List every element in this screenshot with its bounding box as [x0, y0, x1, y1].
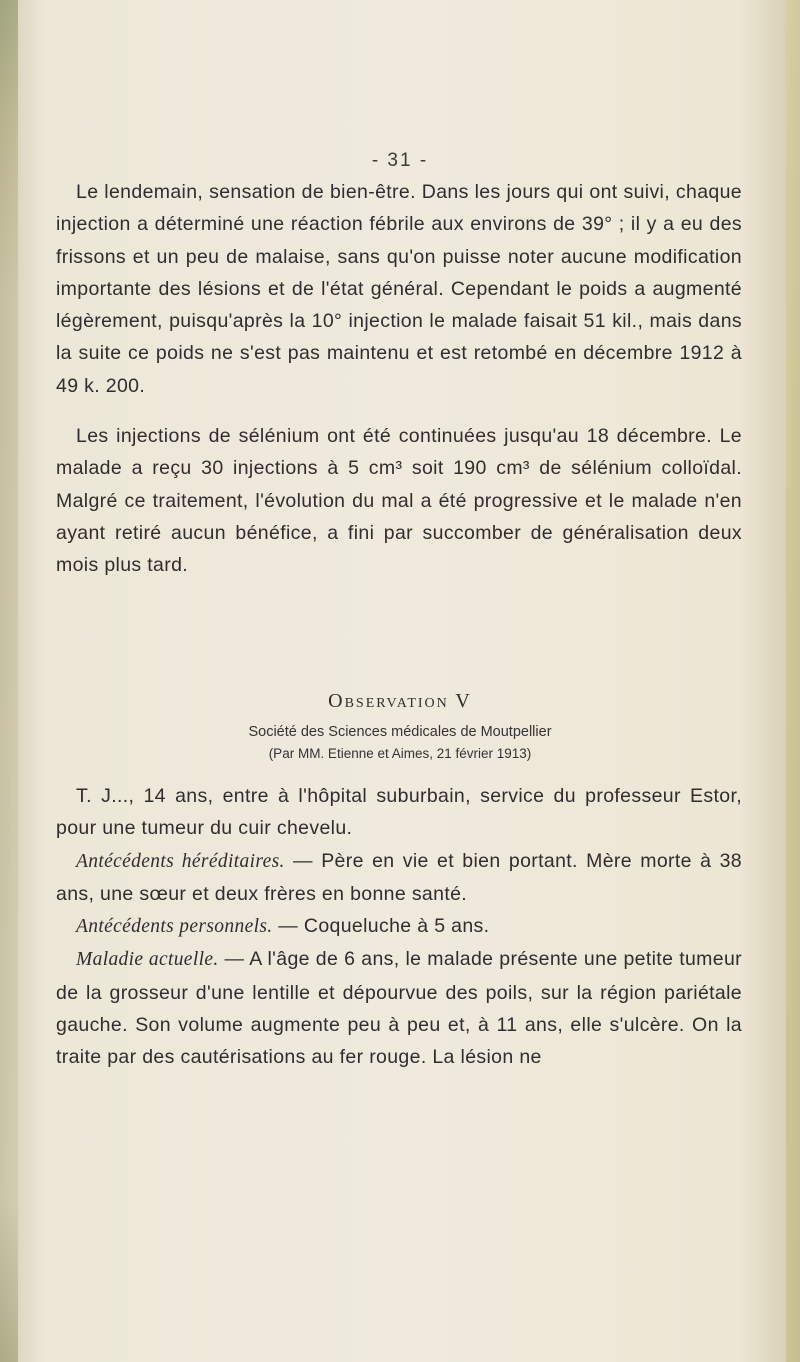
paragraph-selenium: Les injections de sélénium ont été continuées jusqu'au 18 décembre. Le malade a reçu 30 injections à 5 cm³ soit 190 cm³ de sélénium colloïdal. Malgré ce traitement, l'évolution du mal a été progressive et le malade n'en ayant retiré aucun bénéfice, a fini par succomber de généralisation deux mois plus tard.	[56, 425, 742, 577]
page-edge-right	[786, 0, 800, 1362]
observation-society: Société des Sciences médicales de Moutpellier	[248, 724, 552, 740]
personal-text: — Coqueluche à 5 ans.	[272, 915, 490, 938]
observation-authors: (Par MM. Etienne et Aimes, 21 février 1913)	[268, 746, 532, 761]
observation-title: Observation V	[328, 690, 472, 712]
paragraph-block-selenium	[56, 420, 742, 581]
observation-heading	[0, 690, 800, 713]
hereditary-label: Antécédents héréditaires.	[76, 850, 285, 872]
current-text: — A l'âge de 6 ans, le malade présente une petite tumeur de la grosseur d'une lentille et dépourvue des poils, sur la région pariétale gauche. Son volume augmente peu à peu et, à 11 ans, elle s'ulcère. On la traite par des cautérisations au fer rouge. La lésion ne	[56, 948, 743, 1069]
current-label: Maladie actuelle.	[76, 949, 219, 971]
paragraph-block-top	[56, 176, 742, 402]
page-edge-left	[0, 0, 18, 1362]
paragraph-hereditary	[56, 845, 742, 911]
paragraph-reaction: Le lendemain, sensation de bien-être. Dans les jours qui ont suivi, chaque injection a déterminé une réaction fébrile aux environs de 39° ; il y a eu des frissons et un peu de malaise, sans qu'on puisse noter aucune modification importante des lésions et de l'état général. Cependant le poids a augmenté légèrement, puisqu'après la 10° injection le malade faisait 51 kil., mais dans la suite ce poids ne s'est pas maintenu et est retombé en décembre 1912 à 49 k. 200.	[56, 181, 742, 397]
page-number: - 31 -	[371, 150, 429, 171]
hereditary-text: — Père en vie et bien portant. Mère morte à 38 ans, une sœur et deux frères en bonne santé.	[56, 849, 742, 905]
paragraph-case-intro: T. J..., 14 ans, entre à l'hôpital suburbain, service du professeur Estor, pour une tumeur du cuir chevelu.	[56, 785, 742, 840]
paragraph-personal	[56, 910, 742, 943]
paragraph-current	[56, 943, 742, 1073]
paragraph-block-case	[56, 780, 742, 1074]
personal-label: Antécédents personnels.	[76, 916, 273, 938]
